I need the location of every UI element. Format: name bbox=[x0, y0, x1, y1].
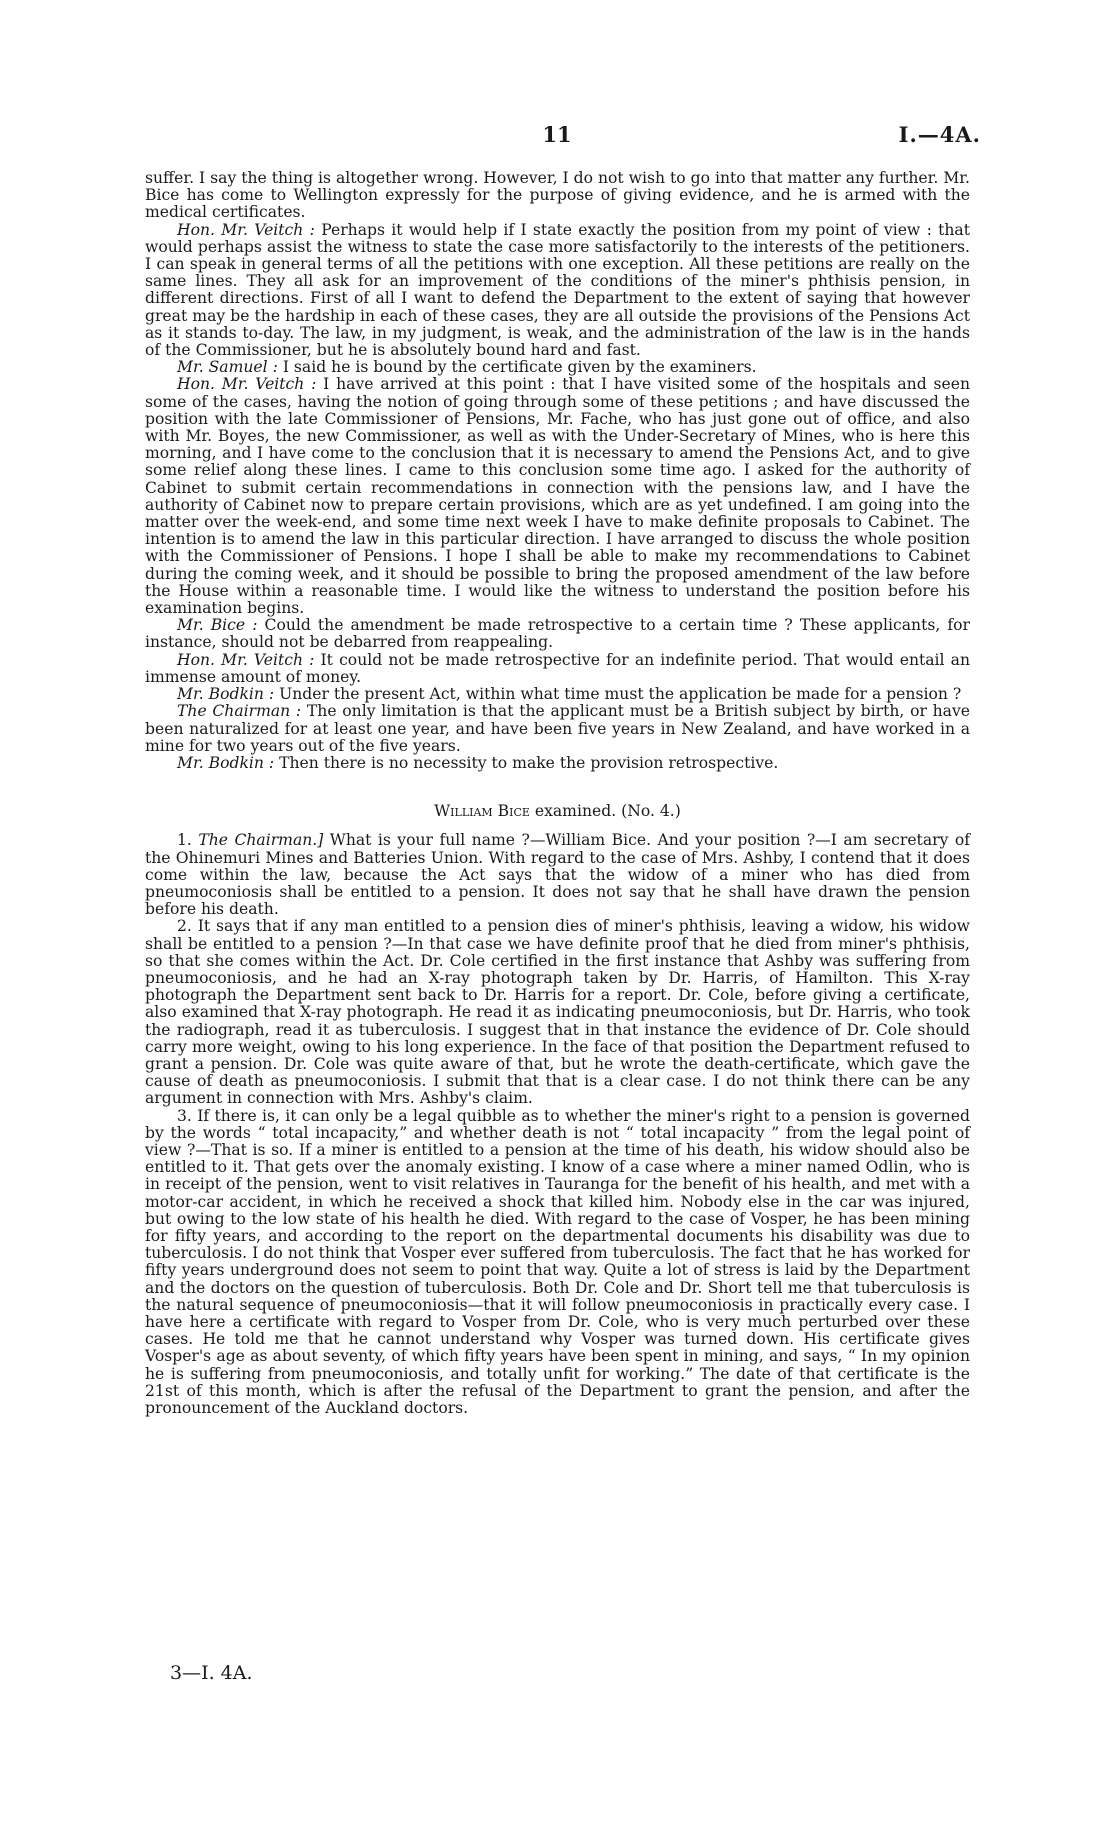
document-body bbox=[145, 170, 970, 1417]
paragraph bbox=[145, 652, 970, 686]
paragraph-text: suffer. I say the thing is altogether wrong. However, I do not wish to go into that matter any further. Mr. Bice has come to Wellington expressly for the purpose of giving evidence, and he is armed with the medical certificates. bbox=[145, 169, 970, 222]
paragraph-text: I said he is bound by the certificate given by the examiners. bbox=[277, 358, 757, 377]
section-heading bbox=[145, 803, 970, 820]
heading-rest: examined. (No. 4.) bbox=[529, 802, 681, 821]
speaker-name: Mr. Bice : bbox=[177, 616, 258, 635]
question-text: If there is, it can only be a legal quibble as to whether the miner's right to a pension is governed by the words “ total incapacity,” and whether death is not “ total incapacity ” from the legal point of view ?—That is so. If a miner is entitled to a pension at the time of his death, his widow should also be entitled to it. That gets over the anomaly existing. I know of a case where a miner named Odlin, who is in receipt of the pension, went to visit relatives in Tauranga for the benefit of his health, and met with a motor-car accident, in which he received a shock that killed him. Nobody else in the car was injured, but owing to the low state of his health he died. With regard to the case of Vosper, he has been mining for fifty years, and according to the report on the departmental documents his disability was due to tuberculosis. I do not think that Vosper ever suffered from tuberculosis. The fact that he has worked for fifty years underground does not seem to point that way. Quite a lot of stress is laid by the Department and the doctors on the question of tuberculosis. Both Dr. Cole and Dr. Short tell me that tuberculosis is the natural sequence of pneumoconiosis—that it will follow pneumoconiosis in practically every case. I have here a certificate with regard to Vosper from Dr. Cole, who is very much perturbed over these cases. He told me that he cannot understand why Vosper was turned down. His certificate gives Vosper's age as about seventy, of which fifty years have been spent in mining, and says, “ In my opinion he is suffering from pneumoconiosis, and totally unfit for working.” The date of that certificate is the 21st of this month, which is after the refusal of the Department to grant the pension, and after the pronouncement of the Auckland doctors. bbox=[145, 1106, 970, 1418]
paragraph bbox=[145, 222, 970, 360]
page-footer-signature: 3—I. 4A. bbox=[170, 1662, 253, 1684]
speaker-name: The Chairman.] bbox=[198, 831, 324, 850]
paragraph-text: Under the present Act, within what time must the application be made for a pension ? bbox=[274, 685, 962, 704]
speaker-name: Hon. Mr. Veitch : bbox=[177, 375, 317, 394]
paragraph bbox=[145, 170, 970, 222]
question-paragraph bbox=[145, 1108, 970, 1418]
witness-name: William Bice bbox=[434, 802, 530, 821]
page-header bbox=[0, 122, 1114, 152]
paragraph bbox=[145, 755, 970, 772]
speaker-name: Mr. Samuel : bbox=[177, 358, 278, 377]
speaker-name: Hon. Mr. Veitch : bbox=[177, 220, 315, 239]
speaker-name: The Chairman : bbox=[177, 702, 302, 721]
question-text: It says that if any man entitled to a pension dies of miner's phthisis, leaving a widow, his widow shall be entitled to a pension ?—In that case we have definite proof that he died from miner's phthisis, so that she comes within the Act. Dr. Cole certified in the first instance that Ashby was suffering from pneumoconiosis, and he had an X-ray photograph taken by Dr. Harris, of Hamilton. This X-ray photograph the Department sent back to Dr. Harris for a report. Dr. Cole, before giving a certificate, also examined that X-ray photograph. He read it as indicating pneumoconiosis, but Dr. Harris, who took the radiograph, read it as tuberculosis. I suggest that in that instance the evidence of Dr. Cole should carry more weight, owing to his long experience. In the face of that position the Department refused to grant a pension. Dr. Cole was quite aware of that, but he wrote the death-certificate, which gave the cause of death as pneumoconiosis. I submit that that is a clear case. I do not think there can be any argument in connection with Mrs. Ashby's claim. bbox=[145, 917, 970, 1108]
document-reference: I.—4A. bbox=[898, 122, 981, 147]
paragraph-text: Perhaps it would help if I state exactly the position from my point of view : that would perhaps assist the witness to state the case more satisfactorily to the interests of the petitioners. I can speak in general terms of all the petitions with one exception. All these petitions are really on the same lines. They all ask for an improvement of the conditions of the miner's phthisis pension, in different directions. First of all I want to defend the Department to the extent of saying that however great may be the hardship in each of these cases, they are all outside the provisions of the Pensions Act as it stands to-day. The law, in my judgment, is weak, and the administration of the law is in the hands of the Commissioner, but he is absolutely bound hard and fast. bbox=[145, 220, 970, 360]
question-text: What is your full name ?—William Bice. And your position ?—I am secretary of the Ohinemuri Mines and Batteries Union. With regard to the case of Mrs. Ashby, I contend that it does come within the law, because the Act says that the widow of a miner who has died from pneumoconiosis shall be entitled to a pension. It does not say that he shall have drawn the pension before his death. bbox=[145, 831, 970, 919]
question-number: 1. bbox=[177, 831, 192, 850]
question-paragraph bbox=[145, 918, 970, 1107]
speaker-name: Hon. Mr. Veitch : bbox=[177, 650, 315, 669]
speaker-name: Mr. Bodkin : bbox=[177, 685, 275, 704]
paragraph bbox=[145, 686, 970, 703]
page-number: 11 bbox=[542, 122, 572, 147]
question-paragraph bbox=[145, 832, 970, 918]
paragraph-text: Then there is no necessity to make the provision retrospective. bbox=[274, 753, 779, 772]
paragraph bbox=[145, 359, 970, 376]
paragraph bbox=[145, 703, 970, 755]
speaker-name: Mr. Bodkin : bbox=[177, 753, 275, 772]
paragraph-text: I have arrived at this point : that I have visited some of the hospitals and seen some of the cases, having the notion of going through some of these petitions ; and have discussed the position with the late Commissioner of Pensions, Mr. Fache, who has just gone out of office, and also with Mr. Boyes, the new Commissioner, as well as with the Under-Secretary of Mines, who is here this morning, and I have come to the conclusion that it is necessary to amend the Pensions Act, and to give some relief along these lines. I came to this conclusion some time ago. I asked for the authority of Cabinet to submit certain recommendations in connection with the pensions law, and I have the authority of Cabinet now to prepare certain provisions, which are as yet undefined. I am going into the matter over the week-end, and some time next week I have to make definite proposals to Cabinet. The intention is to amend the law in this particular direction. I have arranged to discuss the whole position with the Commissioner of Pensions. I hope I shall be able to make my recommendations to Cabinet during the coming week, and it should be possible to bring the proposed amendment of the law before the House within a reasonable time. I would like the witness to understand the position before his examination begins. bbox=[145, 375, 970, 618]
paragraph-text: It could not be made retrospective for an indefinite period. That would entail an immense amount of money. bbox=[145, 650, 970, 686]
paragraph-text: Could the amendment be made retrospective to a certain time ? These applicants, for instance, should not be debarred from reappealing. bbox=[145, 616, 970, 652]
paragraph bbox=[145, 376, 970, 617]
question-number: 2. bbox=[177, 917, 192, 936]
question-number: 3. bbox=[177, 1106, 192, 1125]
paragraph-text: The only limitation is that the applicant must be a British subject by birth, or have been naturalized for at least one year, and have been five years in New Zealand, and have worked in a mine for two years out of the five years. bbox=[145, 702, 970, 755]
paragraph bbox=[145, 617, 970, 651]
